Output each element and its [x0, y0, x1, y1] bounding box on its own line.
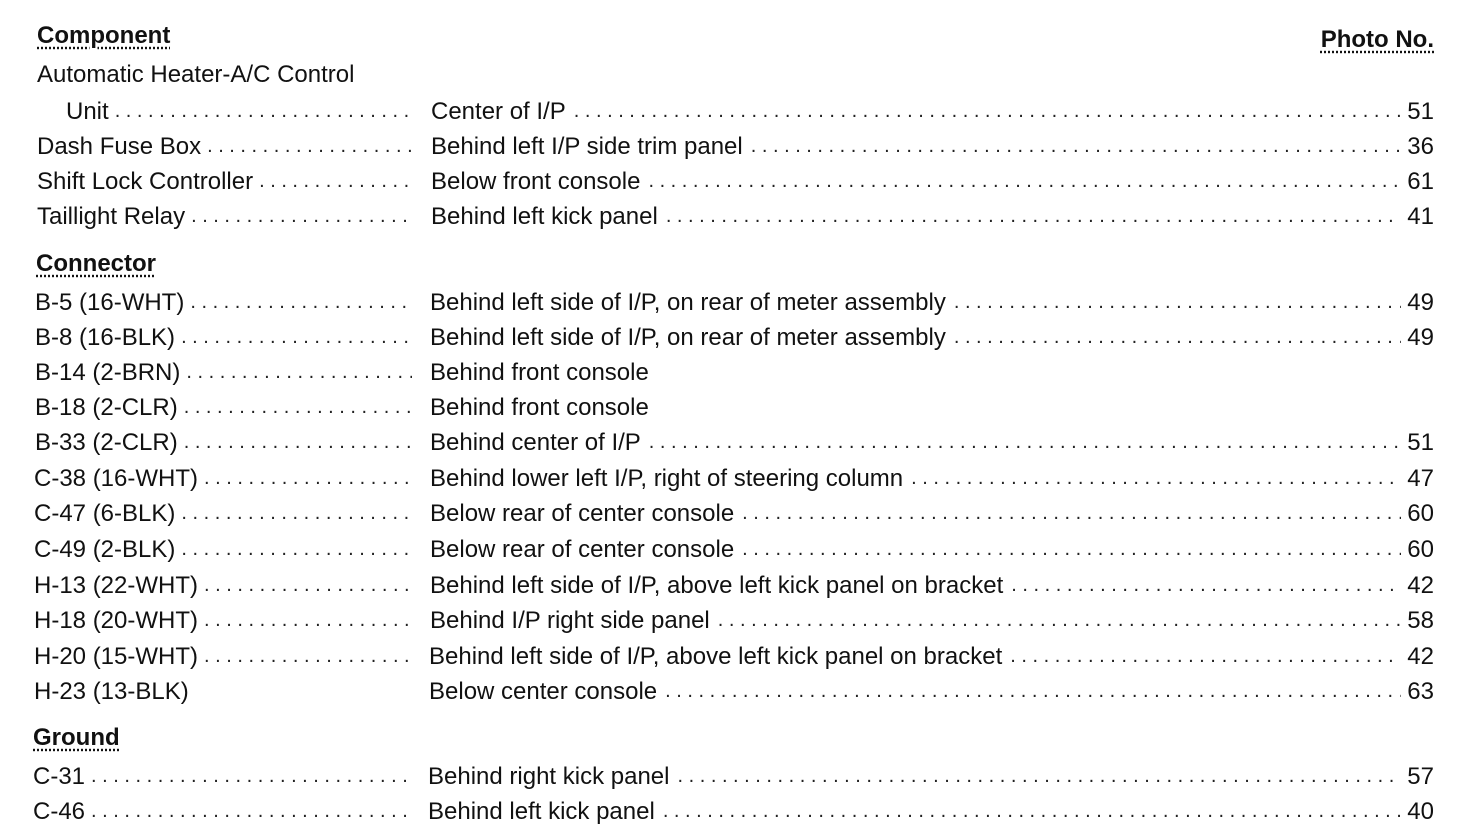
connector-name: H-23 (13-BLK) [34, 678, 189, 705]
connector-location: Behind left side of I/P, on rear of meter assembly [430, 324, 946, 351]
component-location: Center of I/P [431, 98, 566, 125]
connector-row [0, 496, 1472, 531]
connector-name: B-18 (2-CLR) [35, 394, 178, 421]
connector-location: Below rear of center console [430, 500, 735, 527]
leader-dots [718, 603, 1401, 638]
connector-heading: Connector [36, 250, 156, 277]
leader-dots [1010, 639, 1401, 674]
photo-number: 40 [1407, 798, 1434, 825]
leader-dots [677, 759, 1401, 794]
connector-row [0, 674, 1472, 709]
component-row [0, 199, 1472, 234]
photo-number: 61 [1407, 168, 1434, 195]
leader-dots [649, 425, 1401, 460]
ground-row [0, 759, 1472, 794]
connector-location: Behind left side of I/P, on rear of meter assembly [430, 289, 946, 316]
leader-dots [181, 320, 412, 355]
leader-dots [751, 129, 1401, 164]
connector-row [0, 320, 1472, 355]
connector-location: Behind lower left I/P, right of steering column [430, 465, 904, 492]
connector-name: H-13 (22-WHT) [34, 572, 199, 599]
leader-dots [204, 461, 412, 496]
connector-name: H-20 (15-WHT) [34, 643, 199, 670]
leader-dots [91, 794, 412, 829]
leader-dots [181, 532, 412, 567]
photo-number: 58 [1407, 607, 1434, 634]
connector-row [0, 461, 1472, 496]
leader-dots [911, 461, 1401, 496]
photo-number: 51 [1407, 429, 1434, 456]
connector-row [0, 425, 1472, 460]
connector-row [0, 285, 1472, 320]
connector-name: C-38 (16-WHT) [34, 465, 199, 492]
ground-location: Behind left kick panel [428, 798, 655, 825]
connector-location: Behind I/P right side panel [430, 607, 710, 634]
photo-number: 49 [1407, 289, 1434, 316]
connector-name: B-5 (16-WHT) [35, 289, 185, 316]
leader-dots [191, 199, 412, 234]
component-name: Taillight Relay [37, 203, 186, 230]
leader-dots [184, 425, 412, 460]
photo-number: 63 [1407, 678, 1434, 705]
leader-dots [184, 390, 412, 425]
photo-number: 49 [1407, 324, 1434, 351]
component-name: Dash Fuse Box [37, 133, 202, 160]
connector-name: H-18 (20-WHT) [34, 607, 199, 634]
leader-dots [91, 759, 412, 794]
photo-number: 51 [1407, 98, 1434, 125]
leader-dots [954, 320, 1401, 355]
photo-no-heading: Photo No. [1320, 26, 1434, 53]
connector-row [0, 532, 1472, 567]
component-location: Below front console [431, 168, 641, 195]
component-row [0, 129, 1472, 164]
ground-row [0, 794, 1472, 829]
photo-number: 42 [1407, 572, 1434, 599]
ground-name: C-46 [33, 798, 86, 825]
component-first-line: Automatic Heater-A/C Control [37, 61, 355, 88]
leader-dots [207, 129, 412, 164]
photo-number: 57 [1407, 763, 1434, 790]
photo-number: 60 [1407, 500, 1434, 527]
photo-number: 41 [1407, 203, 1434, 230]
component-name: Unit [66, 98, 109, 125]
photo-number: 47 [1407, 465, 1434, 492]
leader-dots [954, 285, 1401, 320]
connector-name: C-47 (6-BLK) [34, 500, 176, 527]
connector-location: Below rear of center console [430, 536, 735, 563]
ground-location: Behind right kick panel [428, 763, 670, 790]
leader-dots [1011, 568, 1401, 603]
leader-dots [186, 355, 412, 390]
connector-location: Behind front console [430, 394, 649, 421]
connector-name: B-14 (2-BRN) [35, 359, 181, 386]
photo-number: 42 [1407, 643, 1434, 670]
connector-name: B-8 (16-BLK) [35, 324, 176, 351]
leader-dots [574, 94, 1401, 129]
leader-dots [204, 639, 412, 674]
connector-name: C-49 (2-BLK) [34, 536, 176, 563]
leader-dots [115, 94, 412, 129]
component-row [0, 94, 1472, 129]
component-name: Shift Lock Controller [37, 168, 254, 195]
photo-number: 36 [1407, 133, 1434, 160]
leader-dots [181, 496, 412, 531]
connector-row [0, 355, 1472, 390]
leader-dots [666, 199, 1401, 234]
leader-dots [665, 674, 1401, 709]
photo-number: 60 [1407, 536, 1434, 563]
connector-row [0, 639, 1472, 674]
leader-dots [742, 496, 1401, 531]
leader-dots [663, 794, 1401, 829]
component-row [0, 164, 1472, 199]
connector-name: B-33 (2-CLR) [35, 429, 178, 456]
connector-location: Behind left side of I/P, above left kick panel on bracket [429, 643, 1003, 670]
leader-dots [190, 285, 412, 320]
connector-row [0, 568, 1472, 603]
component-location: Behind left kick panel [431, 203, 658, 230]
leader-dots [204, 603, 412, 638]
connector-location: Behind front console [430, 359, 649, 386]
leader-dots [204, 568, 412, 603]
ground-name: C-31 [33, 763, 86, 790]
connector-location: Below center console [429, 678, 658, 705]
ground-heading: Ground [33, 724, 120, 751]
leader-dots [259, 164, 412, 199]
connector-row [0, 603, 1472, 638]
component-heading: Component [37, 22, 171, 49]
leader-dots [648, 164, 1401, 199]
leader-dots [742, 532, 1401, 567]
connector-location: Behind left side of I/P, above left kick panel on bracket [430, 572, 1004, 599]
connector-location: Behind center of I/P [430, 429, 641, 456]
connector-row [0, 390, 1472, 425]
component-location: Behind left I/P side trim panel [431, 133, 743, 160]
